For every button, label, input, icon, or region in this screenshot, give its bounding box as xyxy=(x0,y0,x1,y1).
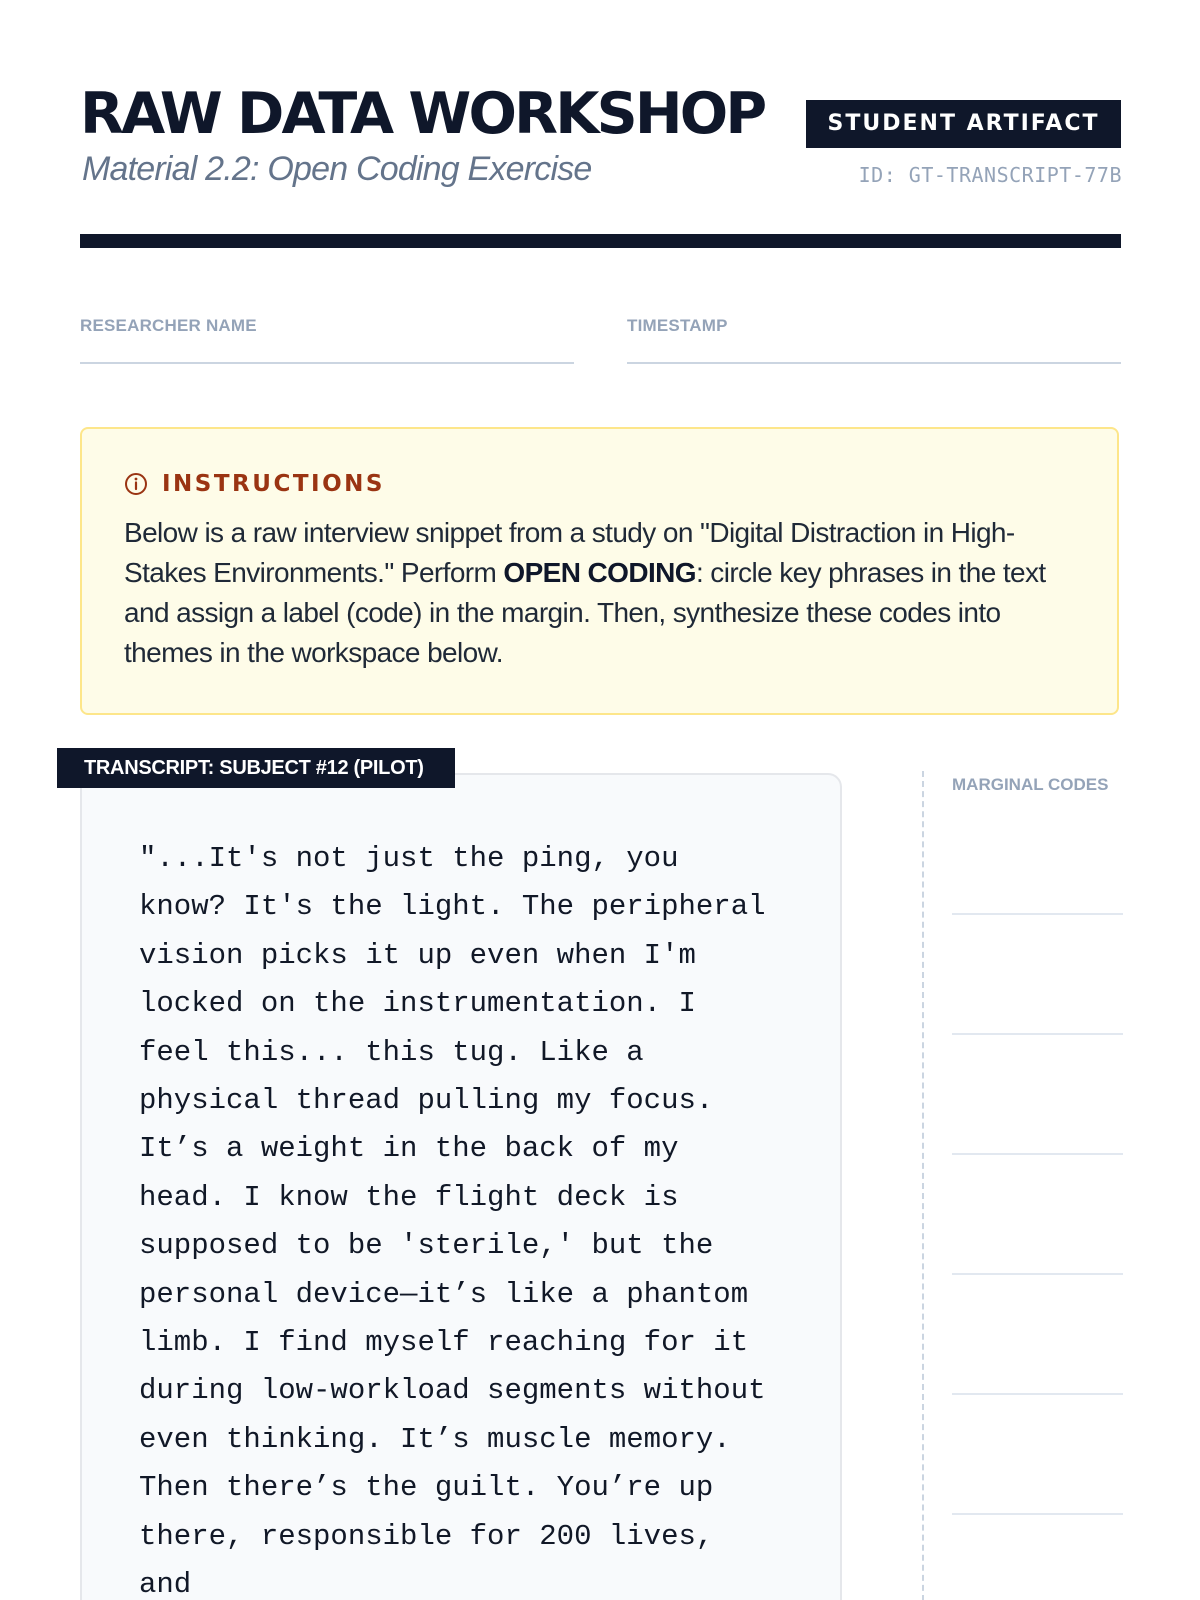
researcher-name-label: RESEARCHER NAME xyxy=(80,316,257,335)
instructions-text xyxy=(124,513,1084,673)
marginal-codes-label: MARGINAL CODES xyxy=(952,775,1109,794)
material-subtitle: Material 2.2: Open Coding Exercise xyxy=(82,150,592,188)
code-line[interactable] xyxy=(952,1153,1123,1155)
instructions-emphasis: OPEN CODING xyxy=(503,557,696,588)
timestamp-field[interactable] xyxy=(627,316,1121,364)
document-id: ID: GT-TRANSCRIPT-77B xyxy=(858,163,1122,187)
code-line[interactable] xyxy=(952,913,1123,915)
transcript-card[interactable] xyxy=(80,773,842,1600)
page-title: RAW DATA WORKSHOP xyxy=(80,81,765,147)
info-icon xyxy=(124,472,148,496)
transcript-text[interactable]: "...It's not just the ping, you know? It's the light. The peripheral vision picks it up even when I'm locked on the instrumentation. I feel this... this tug. Like a physical thread pulling my focus. It’s a weight in the back of my head. I know the flight deck is supposed to be 'sterile,' but the personal device—it’s like a phantom limb. I find myself reaching for it during low-workload segments without even thinking. It’s muscle memory. Then there’s the guilt. You’re up there, responsible for 200 lives, and xyxy=(139,842,766,1600)
transcript-tab-label: TRANSCRIPT: SUBJECT #12 (PILOT) xyxy=(57,748,455,788)
code-line[interactable] xyxy=(952,1033,1123,1035)
instructions-text-after: : circle key phrases in the text and assign a label (code) in the margin. Then, synthesize these codes into themes in the workspace below. xyxy=(124,557,1046,668)
instructions-panel xyxy=(80,427,1119,715)
code-line[interactable] xyxy=(952,1393,1123,1395)
instructions-title: INSTRUCTIONS xyxy=(162,471,385,497)
code-line[interactable] xyxy=(952,1273,1123,1275)
instructions-header xyxy=(124,469,1077,499)
timestamp-label: TIMESTAMP xyxy=(627,316,728,335)
header-divider xyxy=(80,234,1121,248)
marginal-codes-column xyxy=(922,771,1121,1600)
instructions-text-before: Below is a raw interview snippet from a study on "Digital Distraction in High-Stakes Environments." Perform xyxy=(124,517,1015,588)
researcher-name-field[interactable] xyxy=(80,316,574,364)
code-line[interactable] xyxy=(952,1513,1123,1515)
student-artifact-badge: STUDENT ARTIFACT xyxy=(806,100,1121,148)
